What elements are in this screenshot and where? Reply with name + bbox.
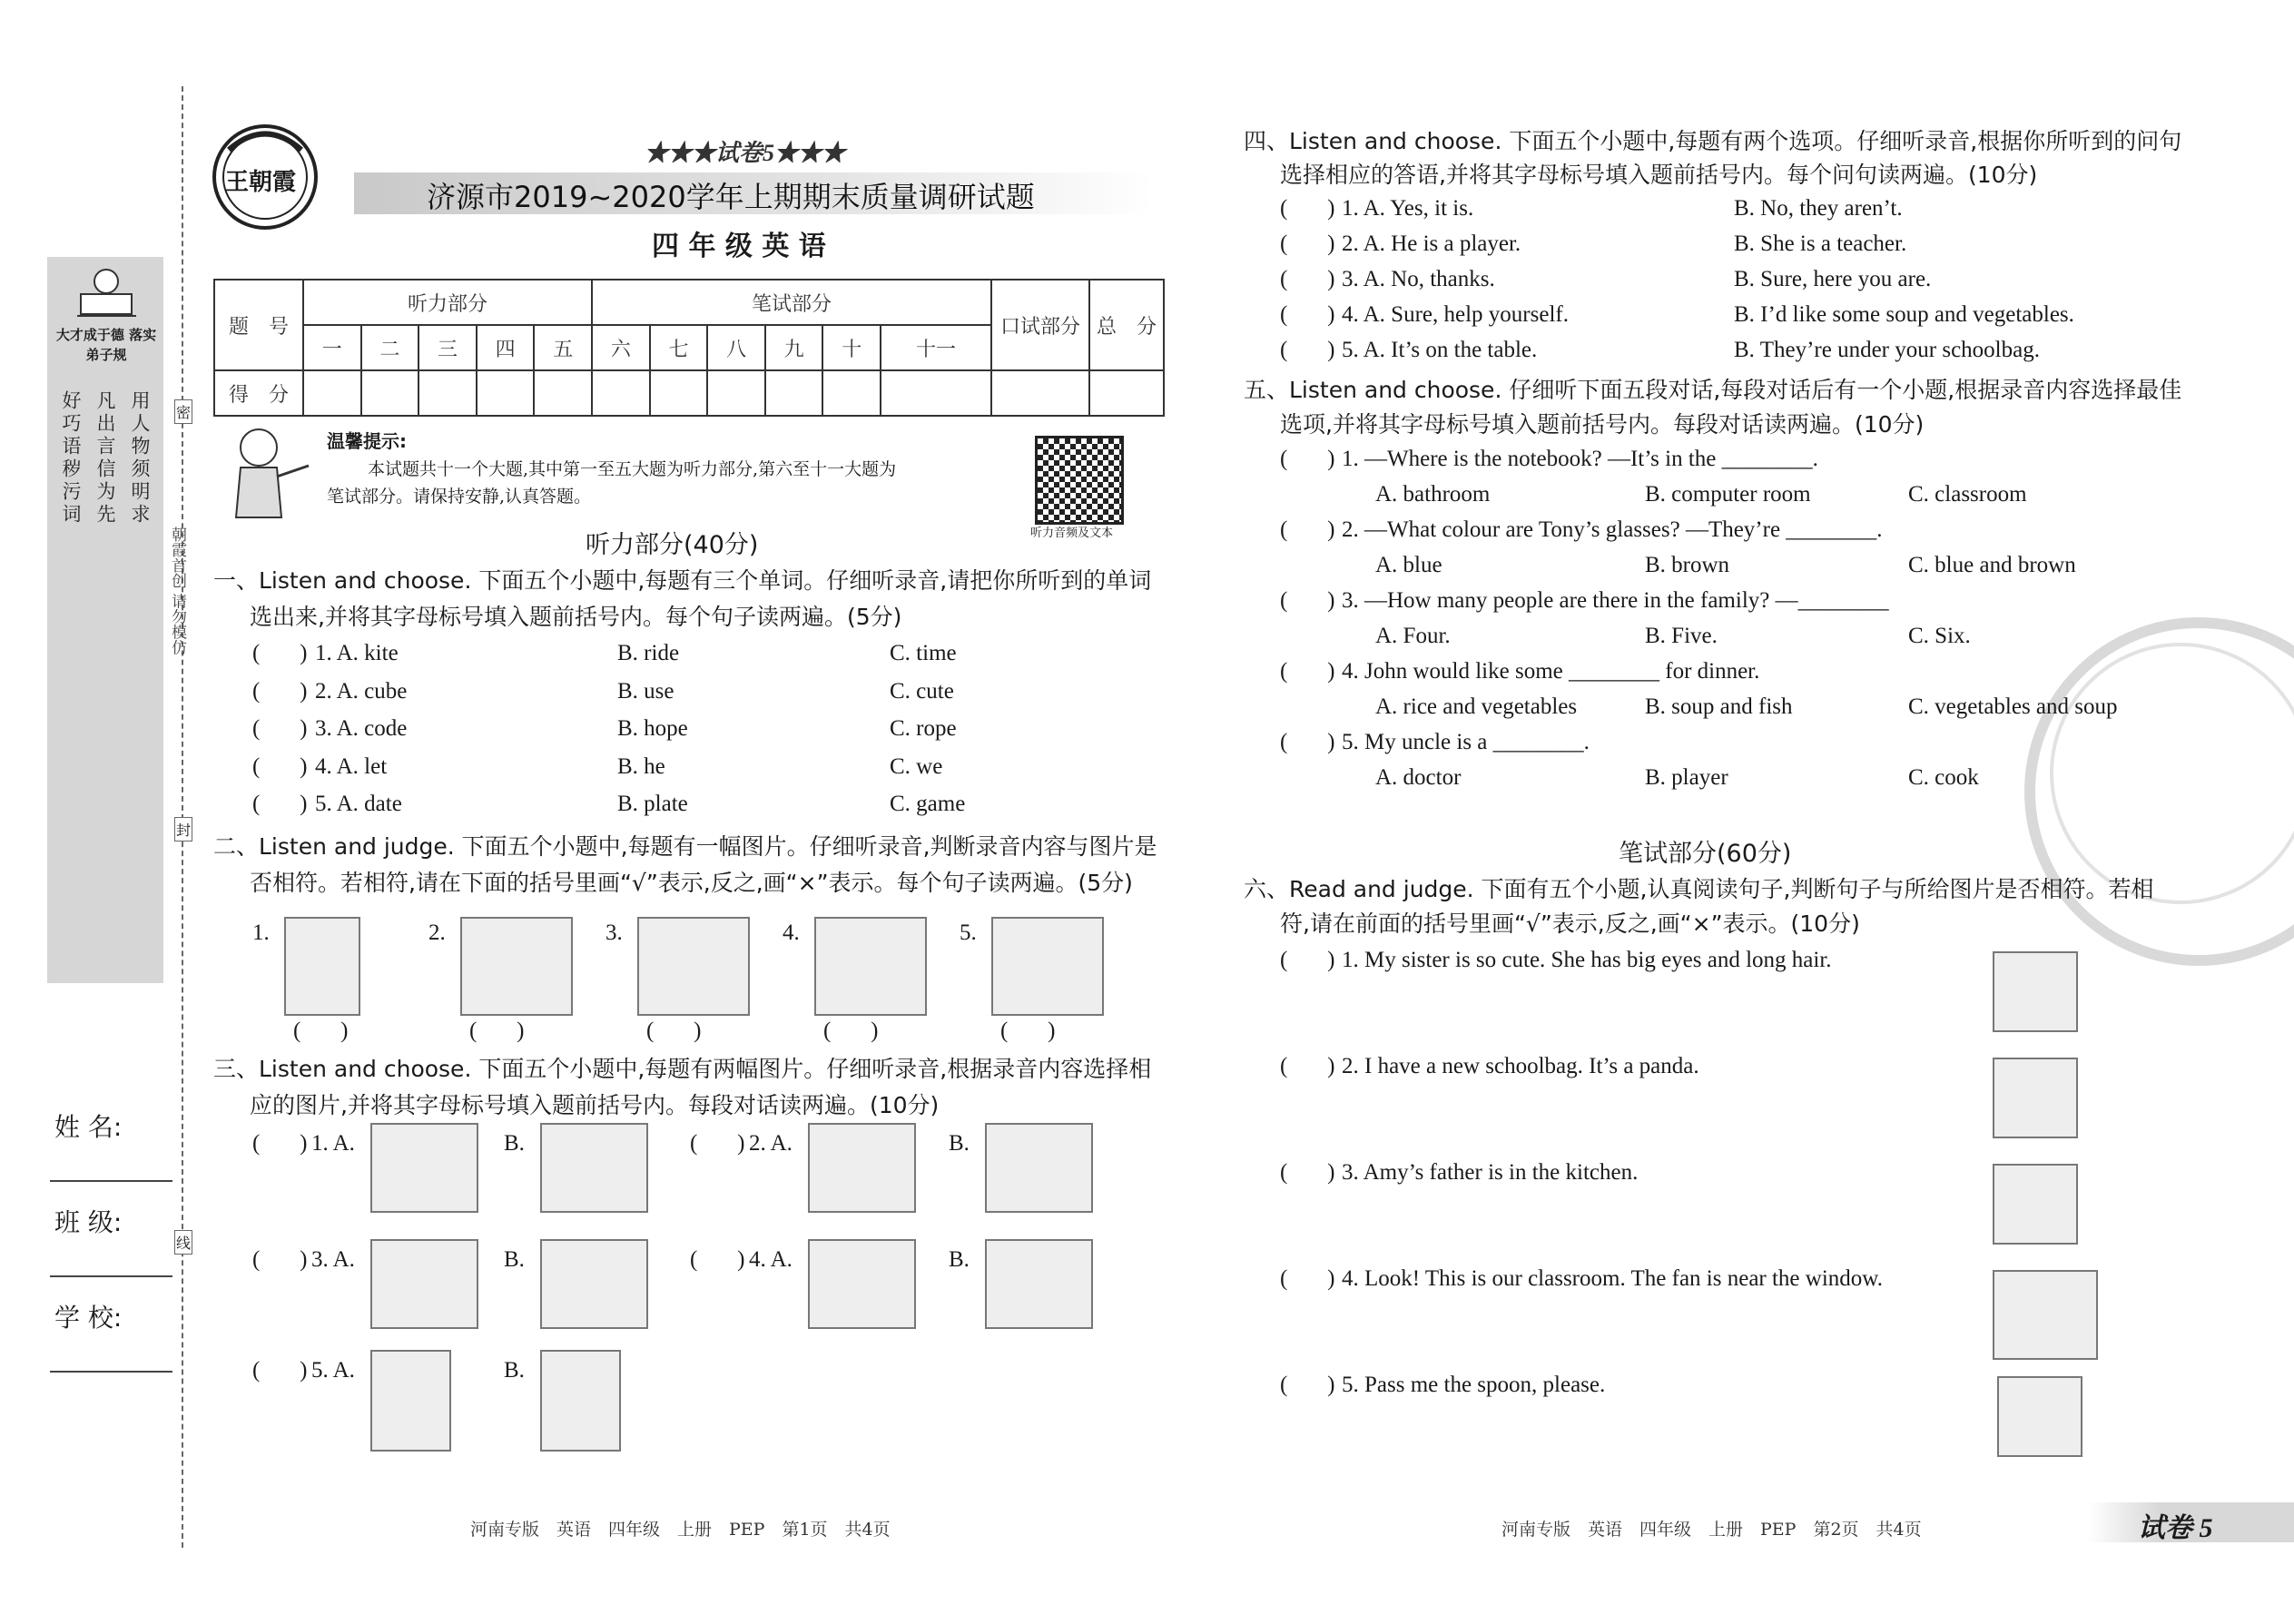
s2-item-number: 2. xyxy=(428,920,446,945)
s1-item-b: B. ride xyxy=(617,641,680,665)
s4-item-b: B. She is a teacher. xyxy=(1734,231,1907,256)
s5-option-a: A. doctor xyxy=(1375,765,1462,790)
col-num: 三 xyxy=(418,325,477,370)
s3-picture-a[interactable] xyxy=(370,1239,478,1329)
footer-left: 河南专版 英语 四年级 上册 PEP 第1页 共4页 xyxy=(470,1520,891,1540)
s5-option-a: A. blue xyxy=(1375,553,1442,577)
s2-item-number: 1. xyxy=(252,920,270,945)
s3-picture-b[interactable] xyxy=(540,1350,621,1452)
score-cell[interactable] xyxy=(534,370,592,416)
s2-item-number: 4. xyxy=(783,920,800,945)
footer-tag: 试卷 5 xyxy=(2138,1513,2213,1543)
score-cell[interactable] xyxy=(707,370,765,416)
oral-header: 口试部分 xyxy=(991,280,1089,370)
s3-option-label: 2. A. xyxy=(749,1131,793,1156)
s5-question: 3. —How many people are there in the family? —________ xyxy=(1342,588,1889,613)
score-table xyxy=(213,279,1165,417)
answer-bracket[interactable]: ( ) xyxy=(252,1247,308,1272)
footer-right: 河南专版 英语 四年级 上册 PEP 第2页 共4页 xyxy=(1501,1520,1922,1540)
s1-item-b: B. hope xyxy=(617,716,688,741)
s4-item-b: B. They’re under your schoolbag. xyxy=(1734,338,2040,362)
s5-option-c: C. cook xyxy=(1908,765,1979,790)
s3-option-label: B. xyxy=(504,1358,525,1383)
score-cell[interactable] xyxy=(881,370,991,416)
answer-bracket[interactable]: ( ) xyxy=(252,716,308,741)
s2-answer-bracket[interactable]: ( ) xyxy=(293,1019,349,1043)
s5-question: 4. John would like some ________ for dinner. xyxy=(1342,659,1760,684)
motto-figure xyxy=(68,265,145,320)
s2-heading-1: 二、Listen and judge. 下面五个小题中,每题有一幅图片。仔细听录音,判断录音内容与图片是 xyxy=(213,833,1157,860)
name-field-line[interactable] xyxy=(50,1180,172,1182)
s5-option-b: B. Five. xyxy=(1645,624,1718,648)
answer-bracket[interactable]: ( ) xyxy=(1280,447,1335,471)
col-num: 八 xyxy=(707,325,765,370)
s5-option-b: B. computer room xyxy=(1645,482,1811,507)
score-cell[interactable] xyxy=(303,370,361,416)
col-num: 十一 xyxy=(881,325,991,370)
s2-answer-bracket[interactable]: ( ) xyxy=(823,1019,879,1043)
col-num: 五 xyxy=(534,325,592,370)
s1-heading-1: 一、Listen and choose. 下面五个小题中,每题有三个单词。仔细听录音,请把你所听到的单词 xyxy=(213,567,1152,594)
col-num: 四 xyxy=(477,325,535,370)
motto-column: 用人物须明求 xyxy=(129,390,151,527)
motto-column: 好巧语秽污词 xyxy=(60,390,82,527)
answer-bracket[interactable]: ( ) xyxy=(1280,196,1335,221)
s3-picture-a[interactable] xyxy=(808,1123,916,1213)
s1-item-c: C. rope xyxy=(890,716,957,741)
answer-bracket[interactable]: ( ) xyxy=(252,753,308,779)
answer-bracket[interactable]: ( ) xyxy=(1280,517,1335,542)
score-cell[interactable] xyxy=(650,370,708,416)
answer-bracket[interactable]: ( ) xyxy=(252,1358,308,1383)
s5-option-c: C. classroom xyxy=(1908,482,2027,507)
watermark-stamp-inner xyxy=(2050,643,2294,904)
qr-code[interactable] xyxy=(1035,436,1124,525)
school-field-line[interactable] xyxy=(50,1371,172,1373)
s5-option-b: B. brown xyxy=(1645,553,1730,577)
tip-body-2: 笔试部分。请保持安静,认真答题。 xyxy=(327,487,592,507)
col-num: 九 xyxy=(765,325,823,370)
s6-sentence: 5. Pass me the spoon, please. xyxy=(1342,1373,1606,1397)
s2-answer-bracket[interactable]: ( ) xyxy=(1000,1019,1056,1043)
s5-option-c: C. Six. xyxy=(1908,624,1971,648)
s5-option-c: C. vegetables and soup xyxy=(1908,694,2118,719)
s5-option-a: A. Four. xyxy=(1375,624,1451,648)
s3-picture-b[interactable] xyxy=(985,1239,1093,1329)
s2-picture xyxy=(284,917,360,1016)
s5-option-c: C. blue and brown xyxy=(1908,553,2076,577)
answer-bracket[interactable]: ( ) xyxy=(1280,1160,1335,1185)
s3-option-label: B. xyxy=(504,1247,525,1272)
s5-heading-2: 选项,并将其字母标号填入题前括号内。每段对话读两遍。(10分) xyxy=(1280,411,1925,438)
page-subtitle: 四 年 级 英 语 xyxy=(652,231,826,262)
s3-picture-a[interactable] xyxy=(370,1123,478,1213)
answer-bracket[interactable]: ( ) xyxy=(1280,338,1335,362)
s1-item-a: 1. A. kite xyxy=(315,641,399,665)
s1-item-b: B. use xyxy=(617,678,674,704)
col-num: 七 xyxy=(650,325,708,370)
s3-option-label: 1. A. xyxy=(311,1131,355,1156)
s4-heading-1: 四、Listen and choose. 下面五个小题中,每题有两个选项。仔细听录音,根据你所听到的问句 xyxy=(1244,128,2182,154)
binding-mark-3: 线 xyxy=(174,1230,192,1255)
s1-item-b: B. plate xyxy=(617,792,688,816)
s6-picture xyxy=(1993,1164,2078,1245)
score-cell[interactable] xyxy=(592,370,650,416)
answer-bracket[interactable]: ( ) xyxy=(690,1247,745,1272)
s6-sentence: 4. Look! This is our classroom. The fan is near the window. xyxy=(1342,1266,1883,1291)
s3-option-label: 5. A. xyxy=(311,1358,355,1383)
score-cell[interactable] xyxy=(822,370,881,416)
s1-item-a: 5. A. date xyxy=(315,792,402,816)
s2-item-number: 3. xyxy=(605,920,623,945)
row-label-score: 得 分 xyxy=(214,370,303,416)
side-note: 朝霞首创 请勿模仿 xyxy=(168,527,186,655)
page-title: 济源市2019~2020学年上期期末质量调研试题 xyxy=(427,180,1035,214)
s1-item-a: 2. A. cube xyxy=(315,678,408,704)
answer-bracket[interactable]: ( ) xyxy=(1280,302,1335,327)
s4-item-a: 4. A. Sure, help yourself. xyxy=(1342,302,1569,327)
s3-picture-b[interactable] xyxy=(540,1239,648,1329)
answer-bracket[interactable]: ( ) xyxy=(1280,948,1335,972)
col-num: 六 xyxy=(592,325,650,370)
s4-item-a: 2. A. He is a player. xyxy=(1342,231,1521,256)
score-cell[interactable] xyxy=(765,370,823,416)
listening-title: 听力部分(40分) xyxy=(586,531,759,559)
col-num: 十 xyxy=(822,325,881,370)
s3-picture-b[interactable] xyxy=(540,1123,648,1213)
s2-picture xyxy=(814,917,927,1016)
s6-sentence: 3. Amy’s father is in the kitchen. xyxy=(1342,1160,1639,1185)
s5-option-b: B. player xyxy=(1645,765,1728,790)
writing-header: 笔试部分 xyxy=(592,280,991,325)
s2-picture xyxy=(637,917,750,1016)
s4-heading-2: 选择相应的答语,并将其字母标号填入题前括号内。每个问句读两遍。(10分) xyxy=(1280,162,2038,188)
s4-item-a: 5. A. It’s on the table. xyxy=(1342,338,1538,362)
s1-item-c: C. we xyxy=(890,753,943,779)
binding-mark-2: 封 xyxy=(174,817,192,842)
answer-bracket[interactable]: ( ) xyxy=(1280,1266,1335,1291)
tip-title: 温馨提示: xyxy=(327,430,407,452)
s4-item-a: 1. A. Yes, it is. xyxy=(1342,196,1474,221)
s4-item-b: B. I’d like some soup and vegetables. xyxy=(1734,302,2074,327)
s2-answer-bracket[interactable]: ( ) xyxy=(646,1019,702,1043)
s1-item-c: C. time xyxy=(890,641,957,665)
s3-option-label: B. xyxy=(949,1247,970,1272)
answer-bracket[interactable]: ( ) xyxy=(252,1131,308,1156)
answer-bracket[interactable]: ( ) xyxy=(1280,267,1335,291)
score-cell[interactable] xyxy=(418,370,477,416)
class-field-line[interactable] xyxy=(50,1275,172,1277)
s4-item-b: B. No, they aren’t. xyxy=(1734,196,1903,221)
s3-heading-1: 三、Listen and choose. 下面五个小题中,每题有两幅图片。仔细听录音,根据录音内容选择相 xyxy=(213,1056,1152,1082)
writing-title: 笔试部分(60分) xyxy=(1619,840,1792,868)
s3-option-label: 4. A. xyxy=(749,1247,793,1272)
motto-column: 凡出言信为先 xyxy=(94,390,116,527)
s5-heading-1: 五、Listen and choose. 仔细听下面五段对话,每段对话后有一个小题,根据录音内容选择最佳 xyxy=(1244,377,2182,403)
col-num: 一 xyxy=(303,325,361,370)
s4-item-a: 3. A. No, thanks. xyxy=(1342,267,1495,291)
answer-bracket[interactable]: ( ) xyxy=(252,678,308,704)
s3-option-label: B. xyxy=(504,1131,525,1156)
s6-sentence: 1. My sister is so cute. She has big eyes and long hair. xyxy=(1342,948,1832,972)
score-cell[interactable] xyxy=(991,370,1089,416)
s6-picture xyxy=(1993,1270,2098,1360)
s1-item-a: 3. A. code xyxy=(315,716,408,741)
s1-item-a: 4. A. let xyxy=(315,753,388,779)
s3-picture-a[interactable] xyxy=(370,1350,451,1452)
s6-heading-2: 符,请在前面的括号里画“√”表示,反之,画“×”表示。(10分) xyxy=(1280,910,1860,937)
qr-caption: 听力音频及文本 xyxy=(1030,527,1114,540)
s6-sentence: 2. I have a new schoolbag. It’s a panda. xyxy=(1342,1054,1699,1078)
answer-bracket[interactable]: ( ) xyxy=(252,641,308,665)
s5-question: 2. —What colour are Tony’s glasses? —They’re ________. xyxy=(1342,517,1883,542)
answer-bracket[interactable]: ( ) xyxy=(1280,231,1335,256)
motto-title: 大才成于德 落实弟子规 xyxy=(55,327,157,363)
class-field-label: 班 级: xyxy=(54,1207,123,1237)
col-num: 二 xyxy=(361,325,419,370)
tip-body-1: 本试题共十一个大题,其中第一至五大题为听力部分,第六至十一大题为 xyxy=(368,459,897,479)
s3-picture-a[interactable] xyxy=(808,1239,916,1329)
school-field-label: 学 校: xyxy=(54,1303,123,1333)
motto-panel xyxy=(47,257,163,983)
s3-picture-b[interactable] xyxy=(985,1123,1093,1213)
s3-option-label: B. xyxy=(949,1131,970,1156)
s3-option-label: 3. A. xyxy=(311,1247,355,1272)
s2-item-number: 5. xyxy=(960,920,977,945)
s6-heading-1: 六、Read and judge. 下面有五个小题,认真阅读句子,判断句子与所给图片是否相符。若相 xyxy=(1244,876,2154,902)
score-cell[interactable] xyxy=(361,370,419,416)
s6-picture xyxy=(1997,1376,2082,1457)
s4-item-b: B. Sure, here you are. xyxy=(1734,267,1932,291)
s1-item-c: C. game xyxy=(890,792,966,816)
answer-bracket[interactable]: ( ) xyxy=(690,1131,745,1156)
score-cell[interactable] xyxy=(1089,370,1164,416)
row-label-number: 题 号 xyxy=(214,280,303,370)
answer-bracket[interactable]: ( ) xyxy=(1280,730,1335,754)
total-header: 总 分 xyxy=(1089,280,1164,370)
answer-bracket[interactable]: ( ) xyxy=(1280,1373,1335,1397)
s6-picture xyxy=(1993,951,2078,1032)
binding-mark-1: 密 xyxy=(174,399,192,424)
name-field-label: 姓 名: xyxy=(54,1112,123,1142)
s1-item-c: C. cute xyxy=(890,678,954,704)
answer-bracket[interactable]: ( ) xyxy=(1280,588,1335,613)
answer-bracket[interactable]: ( ) xyxy=(1280,1054,1335,1078)
score-cell[interactable] xyxy=(477,370,535,416)
s2-picture xyxy=(460,917,573,1016)
s5-option-b: B. soup and fish xyxy=(1645,694,1793,719)
teacher-figure xyxy=(222,422,313,522)
s1-heading-2: 选出来,并将其字母标号填入题前括号内。每个句子读两遍。(5分) xyxy=(250,604,902,630)
answer-bracket[interactable]: ( ) xyxy=(252,792,308,816)
s5-question: 1. —Where is the notebook? —It’s in the ________. xyxy=(1342,447,1818,471)
s2-picture xyxy=(991,917,1104,1016)
logo-text: 王朝霞 xyxy=(225,169,297,196)
s5-question: 5. My uncle is a ________. xyxy=(1342,730,1590,754)
listening-header: 听力部分 xyxy=(303,280,592,325)
paper-tag: ★★★试卷5★★★ xyxy=(645,140,846,166)
s2-answer-bracket[interactable]: ( ) xyxy=(469,1019,525,1043)
s1-item-b: B. he xyxy=(617,753,665,779)
s5-option-a: A. rice and vegetables xyxy=(1375,694,1578,719)
s5-option-a: A. bathroom xyxy=(1375,482,1491,507)
s3-heading-2: 应的图片,并将其字母标号填入题前括号内。每段对话读两遍。(10分) xyxy=(250,1092,940,1118)
answer-bracket[interactable]: ( ) xyxy=(1280,659,1335,684)
s6-picture xyxy=(1993,1058,2078,1138)
s2-heading-2: 否相符。若相符,请在下面的括号里画“√”表示,反之,画“×”表示。每个句子读两遍。(5分) xyxy=(250,870,1133,896)
